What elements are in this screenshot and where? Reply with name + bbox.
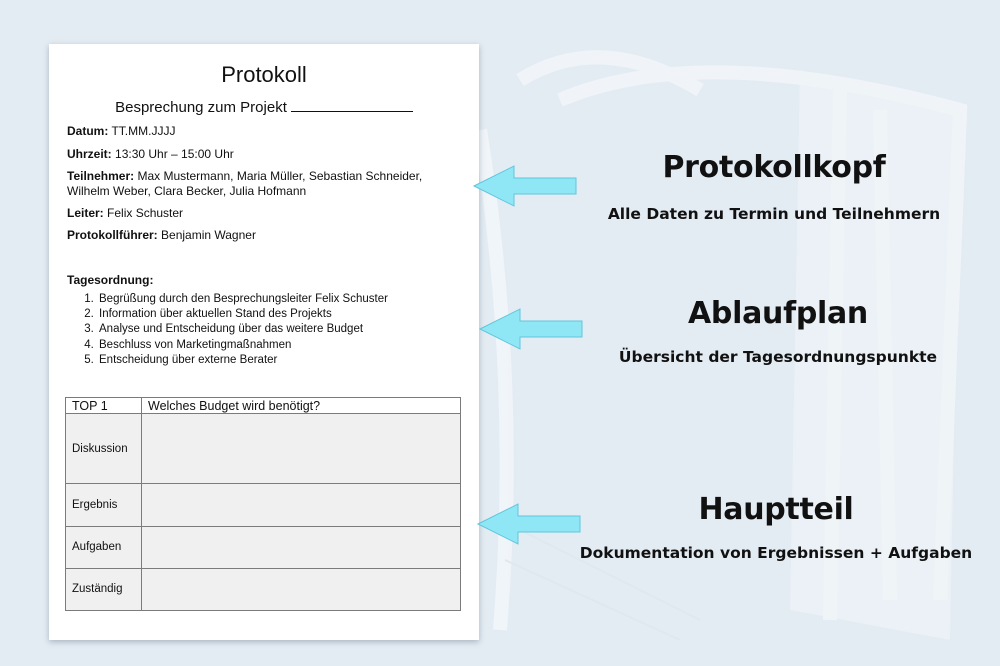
agenda-item: 4. Beschluss von Marketingmaßnahmen (97, 338, 457, 353)
row-label-responsible: Zuständig (66, 568, 142, 610)
top-question: Welches Budget wird benötigt? (142, 398, 461, 414)
field-label: Teilnehmer: (67, 169, 135, 183)
top-table (65, 397, 461, 611)
annotation-subtitle-main: Dokumentation von Ergebnissen + Aufgaben (579, 544, 973, 562)
field-participants (67, 169, 467, 199)
annotation-title-main: Hauptteil (698, 492, 854, 527)
field-value: Benjamin Wagner (161, 228, 256, 242)
table-row (66, 484, 461, 526)
top-label: TOP 1 (66, 398, 142, 414)
agenda-heading: Tagesordnung: (67, 273, 154, 287)
agenda-list (79, 292, 457, 368)
row-content (142, 526, 461, 568)
annotation-subtitle-header: Alle Daten zu Termin und Teilnehmern (607, 205, 941, 223)
field-value: 13:30 Uhr – 15:00 Uhr (115, 147, 234, 161)
row-content (142, 484, 461, 526)
table-row (66, 526, 461, 568)
row-label-tasks: Aufgaben (66, 526, 142, 568)
document-title: Protokoll (221, 62, 307, 87)
field-date (67, 124, 467, 139)
field-time (67, 147, 467, 162)
field-leader (67, 206, 467, 221)
document-subtitle (49, 99, 479, 116)
table-row (66, 414, 461, 484)
field-value: Max Mustermann, Maria Müller, Sebastian Schneider, (137, 169, 423, 183)
field-label: Leiter: (67, 206, 104, 220)
annotation-title-header: Protokollkopf (662, 150, 886, 185)
protocol-document (49, 44, 479, 640)
table-row (66, 568, 461, 610)
field-label: Protokollführer: (67, 228, 158, 242)
agenda-item: 3. Analyse und Entscheidung über das weitere Budget (97, 322, 457, 337)
field-minute-taker (67, 228, 467, 243)
field-label: Datum: (67, 124, 109, 138)
annotation-subtitle-agenda: Übersicht der Tagesordnungspunkte (618, 348, 938, 366)
row-content (142, 568, 461, 610)
row-label-result: Ergebnis (66, 484, 142, 526)
field-value-continued: Wilhelm Weber, Clara Becker, Julia Hofmann (67, 184, 307, 198)
row-content (142, 414, 461, 484)
field-label: Uhrzeit: (67, 147, 112, 161)
project-name-blank-line (291, 99, 413, 112)
annotation-title-agenda: Ablaufplan (688, 296, 868, 331)
field-value: Felix Schuster (107, 206, 184, 220)
field-value: TT.MM.JJJJ (111, 124, 176, 138)
row-label-discussion: Diskussion (66, 414, 142, 484)
subtitle-text: Besprechung zum Projekt (115, 99, 287, 116)
table-header-row (66, 398, 461, 414)
agenda-item: 5. Entscheidung über externe Berater (97, 353, 457, 368)
agenda-item: 1. Begrüßung durch den Besprechungsleiter Felix Schuster (97, 292, 457, 307)
agenda-item: 2. Information über aktuellen Stand des Projekts (97, 307, 457, 322)
